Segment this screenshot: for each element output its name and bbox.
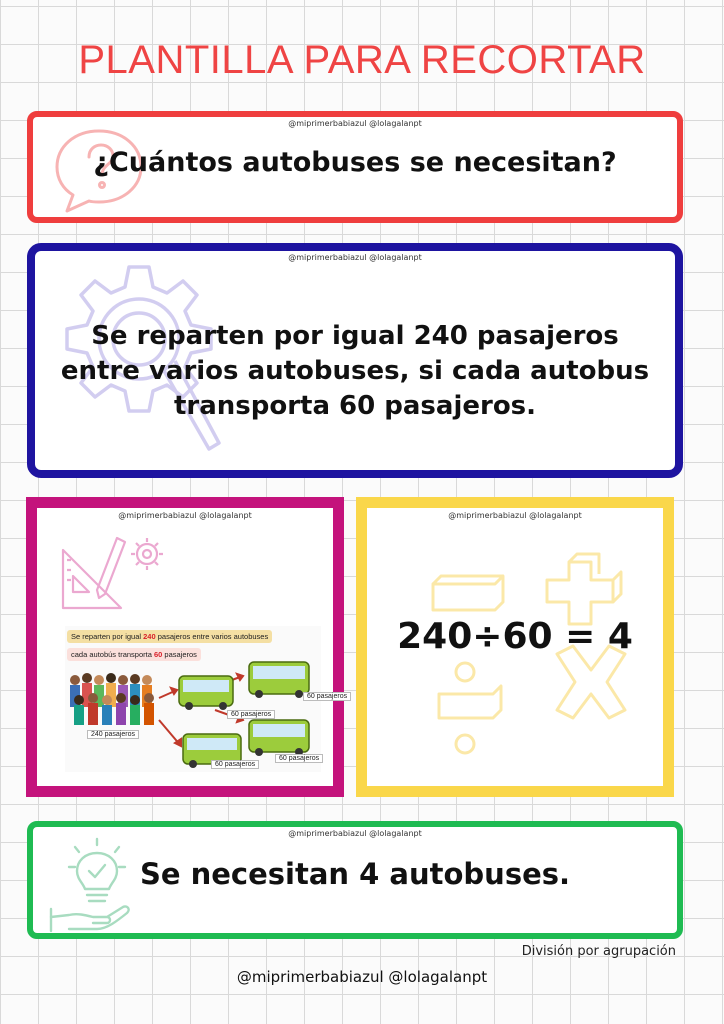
ruler-pencil-gear-icon [57,532,167,612]
operation-card [356,497,674,797]
bus-label: 60 pasajeros [227,710,275,719]
group-label: 240 pasajeros [87,730,139,739]
card-handles: @miprimerbabiazul @lolagalanpt [288,253,422,262]
bus-label: 60 pasajeros [303,692,351,701]
answer-text: Se necesitan 4 autobuses. [139,857,571,891]
statement-text [35,319,675,424]
question-text: ¿Cuántos autobuses se necesitan? [93,147,617,178]
operation-expression [367,616,663,657]
question-card [27,111,683,223]
answer-card [27,821,683,939]
buses-illustration [65,626,348,772]
result: 4 [607,616,633,657]
statement-line-1: Se reparten por igual 240 pasajeros [91,321,619,351]
illustration-card [26,497,348,797]
divisor: 60 [502,616,553,657]
page-title: PLANTILLA PARA RECORTAR [78,38,646,82]
illustration-banner-2: cada autobús transporta 60 pasajeros [67,648,201,661]
bus-label: 60 pasajeros [211,760,259,769]
equals-sign: = [565,616,596,657]
footer-handles: @miprimerbabiazul @lolagalanpt [236,968,488,986]
bus-label: 60 pasajeros [275,754,323,763]
card-handles: @miprimerbabiazul @lolagalanpt [118,511,252,520]
card-handles: @miprimerbabiazul @lolagalanpt [288,119,422,128]
footer-note: División por agrupación [521,944,676,959]
card-handles: @miprimerbabiazul @lolagalanpt [288,829,422,838]
statement-line-2: entre varios autobuses, si cada autobus [60,356,650,386]
dividend: 240 [397,616,473,657]
statement-line-3: transporta 60 pasajeros. [173,391,537,421]
card-handles: @miprimerbabiazul @lolagalanpt [448,511,582,520]
statement-card [27,243,683,478]
illustration-banner-1: Se reparten por igual 240 pasajeros entre varios autobuses [67,630,272,643]
division-sign: ÷ [472,616,503,657]
